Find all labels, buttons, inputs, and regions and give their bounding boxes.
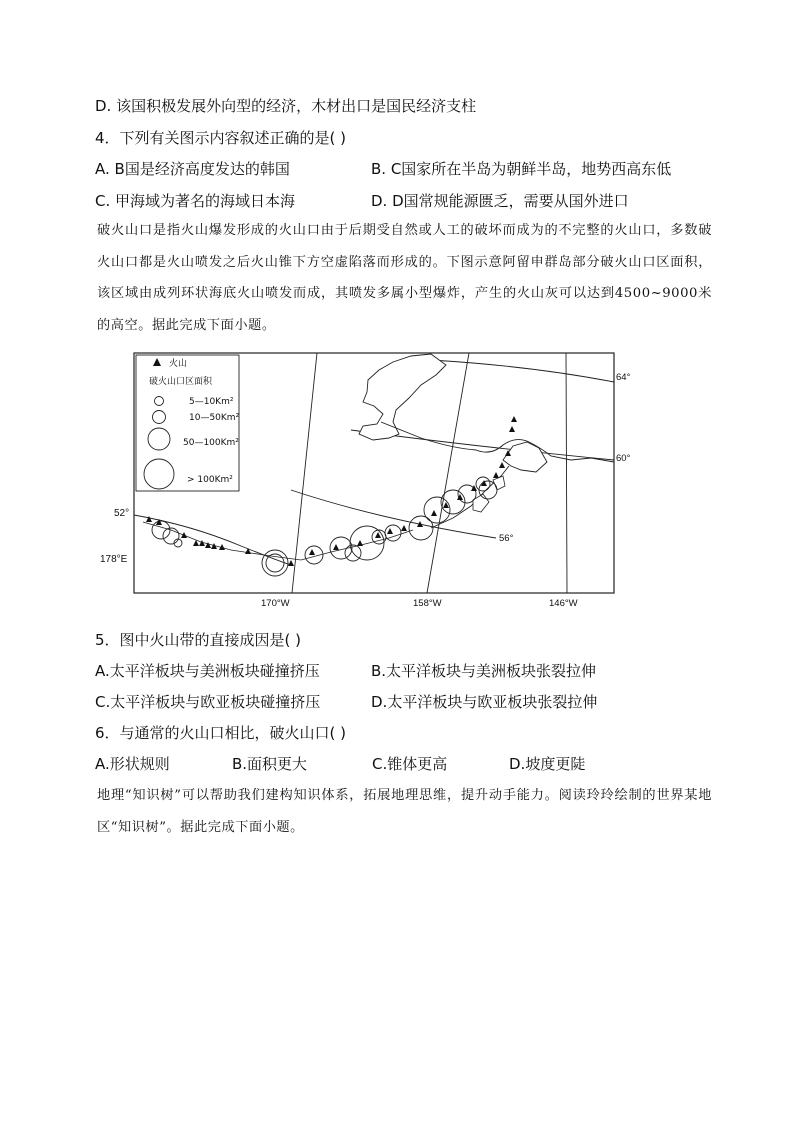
q4-option-b[interactable]: B. C国家所在半岛为朝鲜半岛，地势西高东低: [371, 160, 672, 178]
passage-knowledge-tree: 地理“知识树”可以帮助我们建构知识体系，拓展地理思维，提升动手能力。阅读玲玲绘制的世界某地区“知识树”。据此完成下面小题。: [97, 788, 712, 835]
q6-option-d[interactable]: D.坡度更陡: [509, 755, 586, 773]
legend-size-1: 5—10Km²: [189, 397, 234, 407]
lon-label-146w: 146°W: [549, 598, 578, 609]
q3-option-d: D. 该国积极发展外向型的经济，木材出口是国民经济支柱: [95, 97, 477, 115]
lat-label-52-outer: 52°: [114, 508, 130, 519]
q6-option-c[interactable]: C.锥体更高: [372, 755, 448, 773]
q4-option-a[interactable]: A. B国是经济高度发达的韩国: [95, 160, 290, 178]
legend-volcano: 火山: [169, 359, 188, 369]
aleutian-caldera-map: [131, 350, 631, 610]
q5-option-a[interactable]: A.太平洋板块与美洲板块碰撞挤压: [95, 662, 320, 680]
legend-title: 破火山口区面积: [149, 377, 213, 387]
q6-option-b[interactable]: B.面积更大: [232, 755, 308, 773]
lon-label-178e: 178°E: [100, 554, 128, 565]
legend-size-2: 10—50Km²: [189, 413, 240, 423]
legend-size-3: 50—100Km²: [183, 438, 239, 448]
q5-option-b[interactable]: B.太平洋板块与美洲板块张裂拉伸: [371, 662, 597, 680]
q4-option-c[interactable]: C. 甲海域为著名的海域日本海: [95, 192, 296, 210]
legend-size-4: > 100Km²: [187, 475, 233, 485]
q6-option-a[interactable]: A.形状规则: [95, 755, 170, 773]
q4-stem: 4．下列有关图示内容叙述正确的是( ): [95, 129, 347, 147]
q6-stem: 6．与通常的火山口相比，破火山口( ): [95, 724, 347, 742]
lon-label-158w: 158°W: [413, 598, 442, 609]
map-legend: [136, 355, 239, 491]
lat-label-64: 64°: [616, 372, 631, 383]
passage-caldera: 破火山口是指火山爆发形成的火山口由于后期受自然或人工的破坏而成为的不完整的火山口，多数破火山口都是火山喷发之后火山锥下方空虚陷落而形成的。下图示意阿留申群岛部分破火山口区面积，该区域由成列环状海底火山喷发而成，其喷发多属小型爆炸，产生的火山灰可以达到4500~9000米的高空。据此完成下面小题。: [97, 223, 712, 333]
q5-option-d[interactable]: D.太平洋板块与欧亚板块张裂拉伸: [371, 693, 598, 711]
lat-label-60: 60°: [616, 453, 631, 464]
q5-option-c[interactable]: C.太平洋板块与欧亚板块碰撞挤压: [95, 693, 321, 711]
lon-label-170w: 170°W: [261, 598, 290, 609]
q4-option-d[interactable]: D. D国常规能源匮乏，需要从国外进口: [371, 192, 629, 210]
q5-stem: 5．图中火山带的直接成因是( ): [95, 631, 302, 649]
lat-label-56: 56°: [499, 533, 514, 544]
